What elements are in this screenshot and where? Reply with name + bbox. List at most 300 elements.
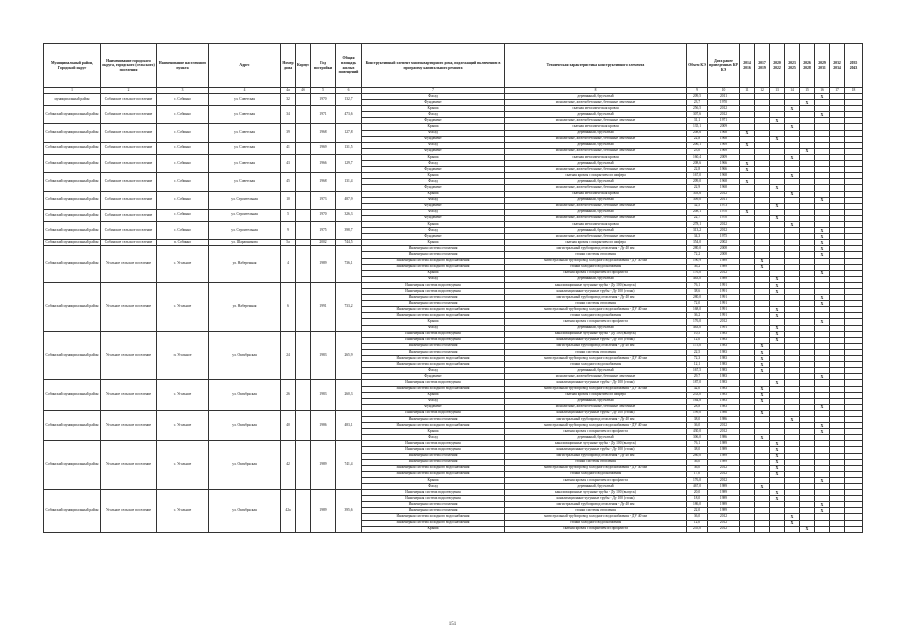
repair-date-cell: 2012 xyxy=(708,520,740,526)
volume-cell: 199,0 xyxy=(687,410,708,416)
house-number-cell: 6 xyxy=(281,282,296,331)
volume-cell: 42,0 xyxy=(687,386,708,392)
column-number-cell: 2 xyxy=(101,88,157,94)
characteristic-cell: канализационные чугунные трубы - Ду 100 (выпуск) xyxy=(505,282,687,288)
page-number: 151 xyxy=(448,622,457,627)
year-built-cell: 1983 xyxy=(311,331,336,380)
volume-cell: 463,0 xyxy=(687,325,708,331)
element-cell: Фундамент xyxy=(362,185,505,191)
characteristic-cell: деревянный, брусчатый xyxy=(505,276,687,282)
repair-date-cell: 1966 xyxy=(708,161,740,167)
repair-date-cell: 2012 xyxy=(708,112,740,118)
period-cell xyxy=(845,526,863,532)
column-number-cell: 9 xyxy=(687,88,708,94)
volume-cell: 463,0 xyxy=(687,276,708,282)
volume-cell: 306,0 xyxy=(687,435,708,441)
characteristic-cell: магистральный трубопровод отопления - Ду 40 мм xyxy=(505,453,687,459)
period-mark: X xyxy=(755,356,770,362)
element-cell: Крыша xyxy=(362,240,505,246)
district-cell: Собинский муниципальный район xyxy=(44,441,101,490)
period-mark: X xyxy=(815,374,830,380)
house-number-cell: 24 xyxy=(281,331,296,380)
element-cell: Инженерная система отопления xyxy=(362,416,505,422)
period-mark: X xyxy=(740,130,755,136)
element-cell: Инженерная система холодного водоснабжения xyxy=(362,514,505,520)
characteristic-cell: канализационные чугунные трубы - Ду 100 (стояк) xyxy=(505,289,687,295)
settlement-cell: Собинское сельское поселение xyxy=(101,124,157,142)
characteristic-cell: стояки системы отопления xyxy=(505,252,687,258)
period-cell xyxy=(740,526,755,532)
repair-date-cell: 1986 xyxy=(708,435,740,441)
building-cell xyxy=(296,94,311,106)
street-cell: ул. Октябрьская xyxy=(209,331,281,380)
column-number-cell: 12 xyxy=(755,88,770,94)
column-number-cell: 4а xyxy=(281,88,296,94)
period-mark: X xyxy=(815,234,830,240)
building-cell xyxy=(296,173,311,191)
year-built-cell: 1989 xyxy=(311,441,336,490)
element-cell: Фундамент xyxy=(362,234,505,240)
settlement-cell: Собинское сельское поселение xyxy=(101,142,157,154)
area-cell: 744,5 xyxy=(336,240,362,246)
period-mark: X xyxy=(770,471,785,477)
street-cell: ул. Октябрьская xyxy=(209,490,281,533)
column-number-cell: 3 xyxy=(157,88,209,94)
characteristic-cell: магистральный трубопровод холодного водоснабжения - ДУ 40 мм xyxy=(505,258,687,264)
volume-cell: 22,5 xyxy=(687,349,708,355)
period-cell xyxy=(770,526,785,532)
header-cell: Номер дома xyxy=(281,44,296,88)
period-mark: X xyxy=(770,465,785,471)
characteristic-cell: канализационные чугунные трубы - Ду 100 (выпуск) xyxy=(505,490,687,496)
volume-cell: 176,0 xyxy=(687,319,708,325)
characteristic-cell: скатная кровля с покрытием из шифера xyxy=(505,173,687,179)
characteristic-cell: скатная металлическая кровля xyxy=(505,191,687,197)
element-cell: Инженерная система холодного водоснабжения xyxy=(362,264,505,270)
district-cell: Собинский муниципальный район xyxy=(44,142,101,154)
element-cell: Крыша xyxy=(362,429,505,435)
characteristic-cell: деревянный, брусчатый xyxy=(505,197,687,203)
header-row xyxy=(44,44,863,88)
characteristic-cell: стояки системы отопления xyxy=(505,349,687,355)
element-cell: Инженерная система холодного водоснабжения xyxy=(362,362,505,368)
header-cell: Объем КЭ xyxy=(687,44,708,88)
characteristic-cell: магистральный трубопровод холодного водоснабжения - ДУ 40 мм xyxy=(505,465,687,471)
repair-date-cell: 1989 xyxy=(708,276,740,282)
area-cell: 131,5 xyxy=(336,142,362,154)
volume-cell: 36,0 xyxy=(687,423,708,429)
characteristic-cell: деревянный, брусчатый xyxy=(505,130,687,136)
repair-date-cell: 1983 xyxy=(708,331,740,337)
street-cell: ул. Набережная xyxy=(209,246,281,283)
period-mark: X xyxy=(770,331,785,337)
period-mark: X xyxy=(785,124,800,130)
element-cell: Инженерная система холодного водоснабжения xyxy=(362,471,505,477)
district-cell: Собинский муниципальный район xyxy=(44,173,101,191)
header-cell: 2014 2016 xyxy=(740,44,755,88)
element-cell: Крыша xyxy=(362,526,505,532)
building-cell xyxy=(296,331,311,380)
volume-cell: 168,0 xyxy=(687,307,708,313)
repair-date-cell: 1991 xyxy=(708,325,740,331)
characteristic-cell: скатная кровля с покрытием из профлиста xyxy=(505,270,687,276)
repair-date-cell: 1983 xyxy=(708,404,740,410)
characteristic-cell: канализационные чугунные трубы - Ду 100 (стояк) xyxy=(505,410,687,416)
volume-cell: 430,0 xyxy=(687,429,708,435)
period-mark: X xyxy=(755,398,770,404)
area-cell: 473,6 xyxy=(336,106,362,124)
header-cell: Наименование населенного пункта xyxy=(157,44,209,88)
repair-date-cell: 1971 xyxy=(708,118,740,124)
header-cell: 2017 2019 xyxy=(755,44,770,88)
house-number-cell: 45 xyxy=(281,173,296,191)
element-cell: Крыша xyxy=(362,477,505,483)
year-built-cell: 1986 xyxy=(311,410,336,440)
repair-date-cell: 1989 xyxy=(708,441,740,447)
characteristic-cell: магистральный трубопровод отопления - Ду 40 мм xyxy=(505,295,687,301)
column-number-cell: 18 xyxy=(845,88,863,94)
repair-date-cell: 1983 xyxy=(708,368,740,374)
street-cell: ул. Строительная xyxy=(209,191,281,209)
house-number-cell: 10 xyxy=(281,191,296,209)
area-cell: 326,3 xyxy=(336,209,362,221)
element-cell: Фундамент xyxy=(362,203,505,209)
volume-cell: 22,8 xyxy=(687,136,708,142)
element-cell: Инженерная система отопления xyxy=(362,508,505,514)
year-built-cell: 1991 xyxy=(311,282,336,331)
header-cell: Общая площадь жилых помещений xyxy=(336,44,362,88)
place-cell: с. Угольное xyxy=(157,490,209,533)
period-mark: X xyxy=(815,502,830,508)
period-mark: X xyxy=(815,270,830,276)
building-cell xyxy=(296,221,311,239)
element-cell: Инженерная система водоотведения xyxy=(362,447,505,453)
place-cell: с. Угольное xyxy=(157,441,209,490)
year-built-cell: 1968 xyxy=(311,173,336,191)
period-mark: X xyxy=(815,252,830,258)
street-cell: ул. Строительная xyxy=(209,221,281,239)
period-mark: X xyxy=(755,392,770,398)
element-cell: Инженерная система холодного водоснабжения xyxy=(362,465,505,471)
period-mark: X xyxy=(785,154,800,160)
period-mark: X xyxy=(755,258,770,264)
column-number-cell: 6 xyxy=(336,88,362,94)
repair-date-cell: 2002 xyxy=(708,240,740,246)
volume-cell: 36,0 xyxy=(687,465,708,471)
element-cell: Инженерная система холодного водоснабжения xyxy=(362,520,505,526)
place-cell: с. Собинно xyxy=(157,106,209,124)
year-built-cell: 1973 xyxy=(311,191,336,209)
characteristic-cell: деревянный, брусчатый xyxy=(505,94,687,100)
district-cell: Собинский муниципальный район xyxy=(44,106,101,124)
period-cell xyxy=(815,526,830,532)
characteristic-cell: стояки холодного водоснабжения xyxy=(505,471,687,477)
repair-date-cell: 2008 xyxy=(708,252,740,258)
repair-program-table xyxy=(43,43,863,533)
place-cell: п. Угольное xyxy=(157,331,209,380)
column-number-cell: 10 xyxy=(708,88,740,94)
repair-date-cell: 1983 xyxy=(708,337,740,343)
area-cell: 132,7 xyxy=(336,94,362,106)
street-cell: ул. Октябрьская xyxy=(209,410,281,440)
place-cell: с. Угольное xyxy=(157,380,209,410)
building-cell xyxy=(296,209,311,221)
area-cell: 127,8 xyxy=(336,124,362,142)
characteristic-cell: магистральный трубопровод отопления - Ду 40 мм xyxy=(505,343,687,349)
element-cell: Инженерная система отопления xyxy=(362,301,505,307)
header-cell: Корпус xyxy=(296,44,311,88)
volume-cell: 23,7 xyxy=(687,100,708,106)
characteristic-cell: скатная кровля с покрытием из профлиста xyxy=(505,319,687,325)
repair-date-cell: 1986 xyxy=(708,416,740,422)
volume-cell: 209,0 xyxy=(687,179,708,185)
volume-cell: 76,1 xyxy=(687,441,708,447)
year-built-cell: 1969 xyxy=(311,142,336,154)
street-cell: ул. Октябрьская xyxy=(209,441,281,490)
district-cell: Собинский муниципальный район xyxy=(44,331,101,380)
column-number-cell: 4 xyxy=(209,88,281,94)
volume-cell: 28,8 xyxy=(687,404,708,410)
volume-cell: 72,2 xyxy=(687,252,708,258)
element-cell: Крыша xyxy=(362,221,505,227)
building-cell xyxy=(296,191,311,209)
period-mark: X xyxy=(755,484,770,490)
element-cell: Фундамент xyxy=(362,404,505,410)
volume-cell: 29,7 xyxy=(687,374,708,380)
year-built-cell: 1975 xyxy=(311,221,336,239)
house-number-cell: 39 xyxy=(281,124,296,142)
element-cell: Фасад xyxy=(362,94,505,100)
repair-date-cell: 1983 xyxy=(708,343,740,349)
repair-date-cell: 1989 xyxy=(708,496,740,502)
volume-cell: 307,6 xyxy=(687,112,708,118)
header-cell: 2032 2034 xyxy=(830,44,845,88)
volume-cell: 10,5 xyxy=(687,331,708,337)
street-cell: ул. Строительная xyxy=(209,209,281,221)
volume-cell: 36,0 xyxy=(687,459,708,465)
period-mark: X xyxy=(770,282,785,288)
period-mark: X xyxy=(800,148,815,154)
column-number-cell: 7 xyxy=(362,88,505,94)
house-number-cell: 42а xyxy=(281,490,296,533)
element-cell: Крыша xyxy=(362,270,505,276)
repair-date-cell: 1989 xyxy=(708,484,740,490)
building-cell xyxy=(296,124,311,142)
element-cell: Инженерная система холодного водоснабжения xyxy=(362,313,505,319)
repair-date-cell: 1991 xyxy=(708,307,740,313)
volume-cell: 72,3 xyxy=(687,356,708,362)
column-number-cell: 5 xyxy=(311,88,336,94)
area-cell: 265,9 xyxy=(336,331,362,380)
repair-date-cell: 1989 xyxy=(708,508,740,514)
element-cell: Крыша xyxy=(362,124,505,130)
element-cell: Фундамент xyxy=(362,136,505,142)
street-cell: ул. Набережная xyxy=(209,282,281,331)
settlement-cell: Собинское сельское поселение xyxy=(101,154,157,172)
settlement-cell: Собинское сельское поселение xyxy=(101,191,157,209)
repair-date-cell: 1968 xyxy=(708,130,740,136)
period-mark: X xyxy=(815,477,830,483)
characteristic-cell: монолитные, железобетонные, бетонные ленточные xyxy=(505,167,687,173)
element-cell: Инженерная система водоотведения xyxy=(362,380,505,386)
year-built-cell: 1983 xyxy=(311,380,336,410)
element-cell: Фасад xyxy=(362,130,505,136)
building-cell xyxy=(296,410,311,440)
column-number-cell: 8 xyxy=(505,88,687,94)
repair-date-cell: 1968 xyxy=(708,173,740,179)
volume-cell: 22,9 xyxy=(687,185,708,191)
repair-date-cell: 1983 xyxy=(708,398,740,404)
volume-cell: 233,0 xyxy=(687,392,708,398)
period-mark: X xyxy=(815,301,830,307)
repair-date-cell: 1983 xyxy=(708,349,740,355)
characteristic-cell: монолитные, железобетонные, бетонные ленточные xyxy=(505,374,687,380)
element-cell: Инженерная система водоотведения xyxy=(362,289,505,295)
characteristic-cell: скатная кровля с покрытием из профлиста xyxy=(505,526,687,532)
characteristic-cell: магистральный трубопровод отопления - Ду 40 мм xyxy=(505,246,687,252)
column-number-cell: 1 xyxy=(44,88,101,94)
building-cell xyxy=(296,490,311,533)
element-cell: Инженерная система холодного водоснабжения xyxy=(362,356,505,362)
place-cell: с. Собинно xyxy=(157,221,209,239)
volume-cell: 176,0 xyxy=(687,270,708,276)
volume-cell: 278,1 xyxy=(687,221,708,227)
period-mark: X xyxy=(785,416,800,422)
characteristic-cell: монолитные, железобетонные, бетонные ленточные xyxy=(505,234,687,240)
element-cell: Крыша xyxy=(362,106,505,112)
element-cell: Крыша xyxy=(362,191,505,197)
repair-date-cell: 2012 xyxy=(708,471,740,477)
volume-cell: 20,0 xyxy=(687,490,708,496)
characteristic-cell: деревянный, брусчатый xyxy=(505,435,687,441)
header-cell: 2026 2028 xyxy=(800,44,815,88)
place-cell: с. Собинно xyxy=(157,191,209,209)
volume-cell: 467,0 xyxy=(687,484,708,490)
period-mark: X xyxy=(770,313,785,319)
column-number-cell: 11 xyxy=(740,88,755,94)
period-mark: X xyxy=(740,179,755,185)
repair-date-cell: 2012 xyxy=(708,106,740,112)
repair-date-cell: 2009 xyxy=(708,124,740,130)
table-body xyxy=(44,94,863,533)
district-cell: Собинский муниципальный район xyxy=(44,282,101,331)
element-cell: Инженерная система водоотведения xyxy=(362,331,505,337)
characteristic-cell: стояки системы отопления xyxy=(505,459,687,465)
volume-cell: 209,5 xyxy=(687,94,708,100)
district-cell: Собинский муниципальный район xyxy=(44,240,101,246)
place-cell: с. Угольное xyxy=(157,282,209,331)
element-cell: Фасад xyxy=(362,276,505,282)
repair-date-cell: 1991 xyxy=(708,301,740,307)
volume-cell: 160,4 xyxy=(687,154,708,160)
element-cell: Фасад xyxy=(362,228,505,234)
volume-cell: 303,6 xyxy=(687,191,708,197)
characteristic-cell: магистральный трубопровод отопления - Ду 40 мм xyxy=(505,502,687,508)
volume-cell: 186,0 xyxy=(687,502,708,508)
volume-cell: 280,0 xyxy=(687,453,708,459)
volume-cell: 18,0 xyxy=(687,496,708,502)
house-number-cell: 9 xyxy=(281,221,296,239)
element-cell: Инженерная система водоотведения xyxy=(362,490,505,496)
characteristic-cell: стояки холодного водоснабжения xyxy=(505,264,687,270)
area-cell: 260,3 xyxy=(336,380,362,410)
volume-cell: 38,0 xyxy=(687,416,708,422)
volume-cell: 76,1 xyxy=(687,282,708,288)
element-cell: Фасад xyxy=(362,398,505,404)
repair-date-cell: 1989 xyxy=(708,453,740,459)
volume-cell: 208,1 xyxy=(687,209,708,215)
building-cell xyxy=(296,106,311,124)
area-cell: 398,7 xyxy=(336,221,362,239)
street-cell: ул. Советская xyxy=(209,124,281,142)
district-cell: Собинский муниципальный район xyxy=(44,246,101,283)
house-number-cell: 26 xyxy=(281,380,296,410)
element-cell: Фундамент xyxy=(362,215,505,221)
repair-date-cell: 1968 xyxy=(708,136,740,142)
volume-cell: 36,2 xyxy=(687,313,708,319)
period-mark: X xyxy=(785,191,800,197)
repair-date-cell: 1989 xyxy=(708,459,740,465)
volume-cell: 309,0 xyxy=(687,197,708,203)
settlement-cell: Угольное сельское поселение xyxy=(101,246,157,283)
repair-date-cell: 1991 xyxy=(708,282,740,288)
period-mark: X xyxy=(815,112,830,118)
element-cell: Инженерная система отопления xyxy=(362,343,505,349)
characteristic-cell: канализационные чугунные трубы - Ду 100 (стояк) xyxy=(505,380,687,386)
characteristic-cell: стояки холодного водоснабжения xyxy=(505,362,687,368)
period-mark: X xyxy=(770,276,785,282)
characteristic-cell: стояки холодного водоснабжения xyxy=(505,520,687,526)
house-number-cell: 40 xyxy=(281,410,296,440)
volume-cell: 280,0 xyxy=(687,295,708,301)
repair-date-cell: 1989 xyxy=(708,502,740,508)
repair-date-cell: 1983 xyxy=(708,380,740,386)
period-mark: X xyxy=(770,215,785,221)
element-cell: Крыша xyxy=(362,392,505,398)
characteristic-cell: скатная металлическая кровля xyxy=(505,221,687,227)
volume-cell: 175,0 xyxy=(687,343,708,349)
characteristic-cell: скатная кровля с покрытием из шифера xyxy=(505,240,687,246)
settlement-cell: Угольное сельское поселение xyxy=(101,490,157,533)
district-cell: Собинский муниципальный район xyxy=(44,490,101,533)
period-mark: X xyxy=(815,197,830,203)
repair-date-cell: 2012 xyxy=(708,465,740,471)
street-cell: ул. Советская xyxy=(209,154,281,172)
period-mark: X xyxy=(815,228,830,234)
year-built-cell: 1970 xyxy=(311,94,336,106)
volume-cell: 208,6 xyxy=(687,161,708,167)
settlement-cell: Угольное сельское поселение xyxy=(101,441,157,490)
period-mark: X xyxy=(755,349,770,355)
period-mark: X xyxy=(770,447,785,453)
district-cell: Собинский муниципальный район xyxy=(44,410,101,440)
building-cell xyxy=(296,154,311,172)
characteristic-cell: деревянный, брусчатый xyxy=(505,209,687,215)
element-cell: Инженерная система холодного водоснабжения xyxy=(362,423,505,429)
repair-date-cell: 1966 xyxy=(708,167,740,173)
element-cell: Инженерная система отопления xyxy=(362,246,505,252)
period-mark: X xyxy=(815,319,830,325)
period-mark: X xyxy=(740,167,755,173)
period-mark: X xyxy=(800,100,815,106)
place-cell: с. Собинно xyxy=(157,124,209,142)
period-mark: X xyxy=(770,380,785,386)
area-cell: 736,1 xyxy=(336,246,362,283)
volume-cell: 72,0 xyxy=(687,301,708,307)
element-cell: Инженерная система водоотведения xyxy=(362,337,505,343)
element-cell: Фундамент xyxy=(362,118,505,124)
volume-cell: 190,9 xyxy=(687,258,708,264)
